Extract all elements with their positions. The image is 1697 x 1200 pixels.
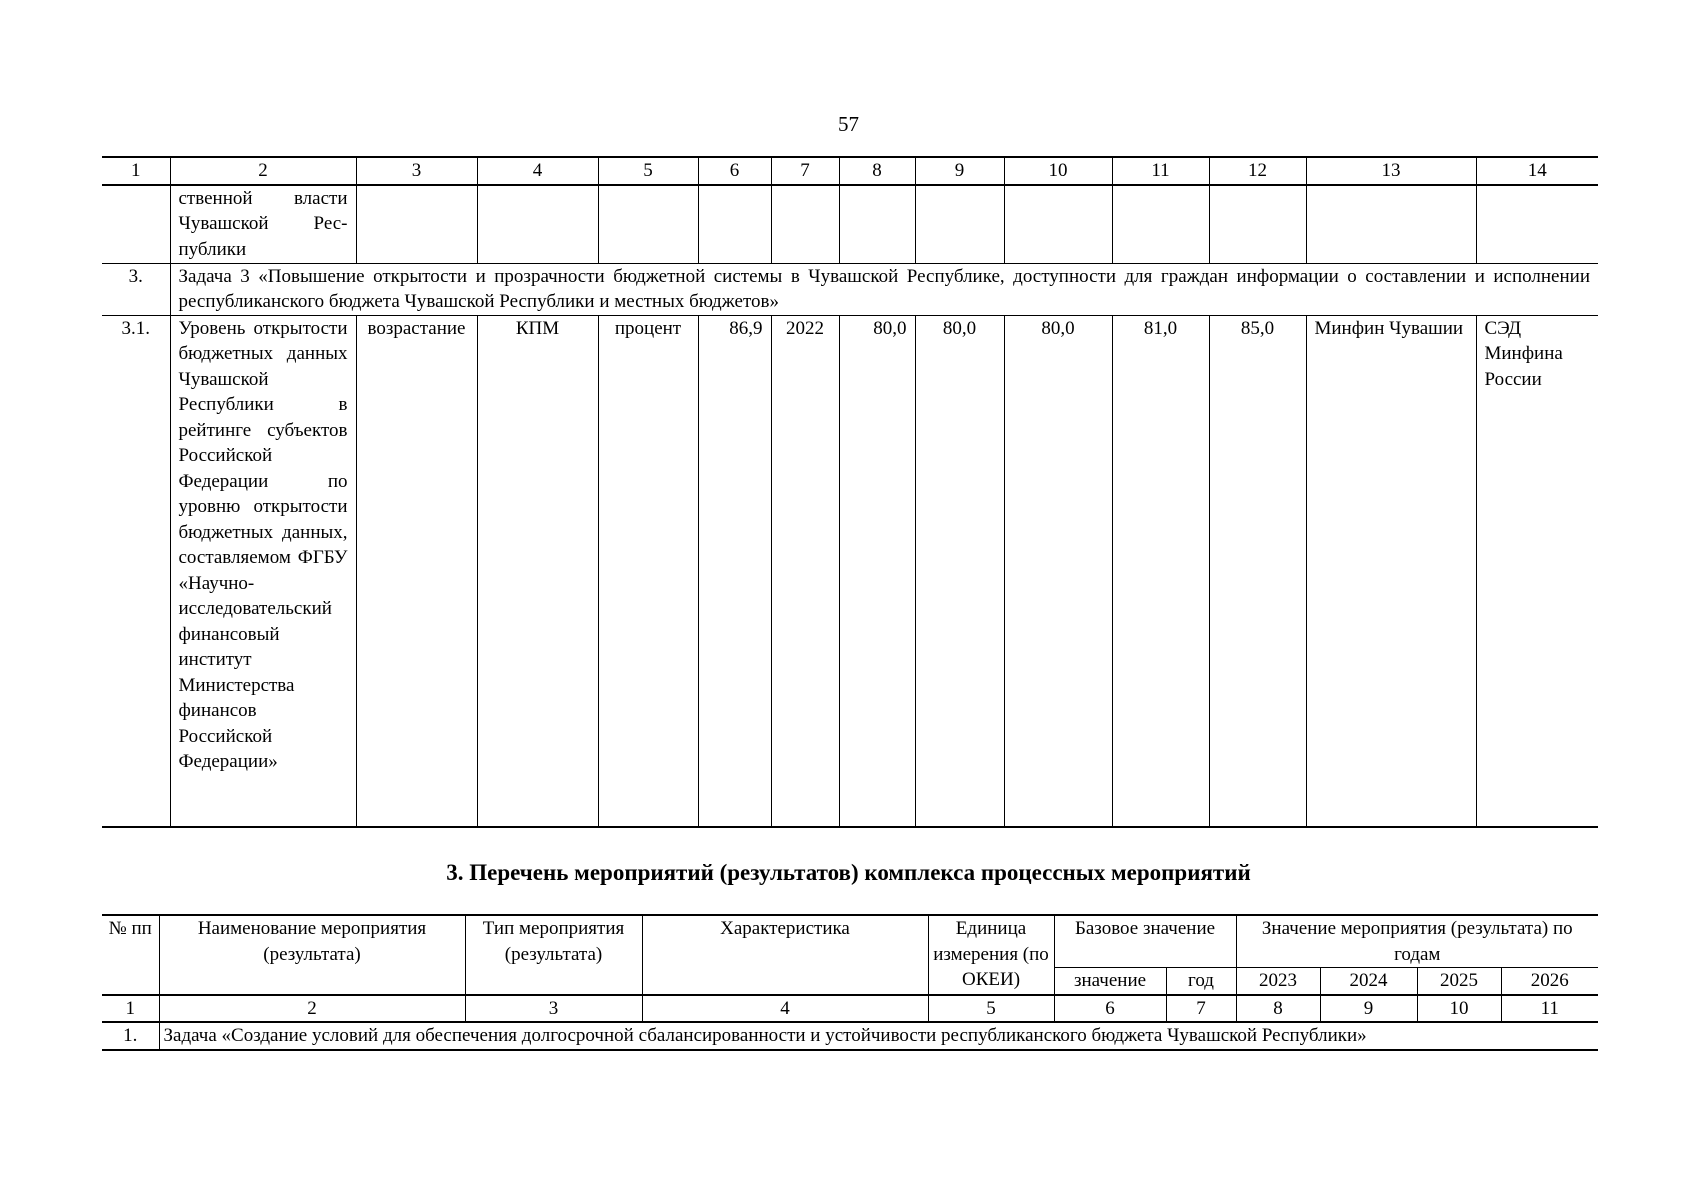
header-type: Тип мероприятия (результата) <box>465 915 642 995</box>
indicator-source: СЭД Минфина России <box>1476 315 1598 827</box>
header-cell: 7 <box>771 157 839 185</box>
header-base-value: значение <box>1054 968 1166 995</box>
column-number: 8 <box>1236 995 1320 1023</box>
task-row <box>102 1022 1598 1050</box>
header-base: Базовое значение <box>1054 915 1236 968</box>
column-number: 1 <box>102 995 159 1023</box>
header-cell: 1 <box>102 157 170 185</box>
task-text: Задача «Создание условий для обеспечения долгосрочной сбалансированности и устойчивости республиканского бюджета Чувашской Республики» <box>159 1022 1598 1050</box>
header-cell: 12 <box>1209 157 1306 185</box>
table-header-row <box>102 915 1598 968</box>
column-number: 7 <box>1166 995 1236 1023</box>
header-cell: 2 <box>170 157 356 185</box>
task-number: 3. <box>102 263 170 315</box>
header-cell: 8 <box>839 157 915 185</box>
indicator-value: 80,0 <box>839 315 915 827</box>
task-text: Задача 3 «Повышение открытости и прозрачности бюджетной системы в Чувашской Республике, доступности для граждан информации о составлении и исполнении республиканского бюджета Чувашской Республики и местных бюджетов» <box>170 263 1598 315</box>
header-cell: 10 <box>1004 157 1112 185</box>
header-num: № пп <box>102 915 159 995</box>
header-cell: 14 <box>1476 157 1598 185</box>
indicator-number: 3.1. <box>102 315 170 827</box>
column-number: 4 <box>642 995 928 1023</box>
header-cell: 4 <box>477 157 598 185</box>
indicator-value: 80,0 <box>915 315 1004 827</box>
column-number: 5 <box>928 995 1054 1023</box>
header-year: 2025 <box>1417 968 1501 995</box>
column-number: 9 <box>1320 995 1417 1023</box>
indicator-name: Уровень открытости бюджетных данных Чувашской Республики в рейтинге субъектов Российской Федерации по уровню открытости бюджетных данных, составляемом ФГБУ «Научно-исследовательский финансовый институт Министерства финансов Российской Федерации» <box>170 315 356 827</box>
continued-name-cell: ственной власти Чувашской Рес- публики <box>170 185 356 264</box>
indicator-row <box>102 315 1598 827</box>
indicator-unit: процент <box>598 315 698 827</box>
header-cell: 5 <box>598 157 698 185</box>
task-row <box>102 263 1598 315</box>
header-cell: 6 <box>698 157 771 185</box>
indicator-responsible: Минфин Чувашии <box>1306 315 1476 827</box>
header-name: Наименование мероприятия (результата) <box>159 915 465 995</box>
indicator-base-year: 2022 <box>771 315 839 827</box>
header-base-year: год <box>1166 968 1236 995</box>
task-number: 1. <box>102 1022 159 1050</box>
header-values: Значение мероприятия (результата) по годам <box>1236 915 1598 968</box>
indicator-base-value: 86,9 <box>698 315 771 827</box>
page-number: 57 <box>838 112 859 136</box>
column-numbers-row <box>102 995 1598 1023</box>
column-number: 11 <box>1501 995 1598 1023</box>
header-cell: 13 <box>1306 157 1476 185</box>
header-year: 2026 <box>1501 968 1598 995</box>
column-number: 3 <box>465 995 642 1023</box>
column-number: 2 <box>159 995 465 1023</box>
indicator-value: 85,0 <box>1209 315 1306 827</box>
table-header-row <box>102 157 1598 185</box>
header-year: 2024 <box>1320 968 1417 995</box>
indicator-direction: возрастание <box>356 315 477 827</box>
section-title: 3. Перечень мероприятий (результатов) комплекса процессных мероприятий <box>446 860 1251 885</box>
table-row <box>102 185 1598 264</box>
column-number: 6 <box>1054 995 1166 1023</box>
header-cell: 11 <box>1112 157 1209 185</box>
indicator-type: КПМ <box>477 315 598 827</box>
indicator-value: 80,0 <box>1004 315 1112 827</box>
column-number: 10 <box>1417 995 1501 1023</box>
header-year: 2023 <box>1236 968 1320 995</box>
activities-table <box>102 914 1598 1051</box>
header-unit: Единица измерения (по ОКЕИ) <box>928 915 1054 995</box>
indicators-table <box>102 156 1598 828</box>
indicator-value: 81,0 <box>1112 315 1209 827</box>
header-cell: 9 <box>915 157 1004 185</box>
header-characteristic: Характеристика <box>642 915 928 995</box>
header-cell: 3 <box>356 157 477 185</box>
